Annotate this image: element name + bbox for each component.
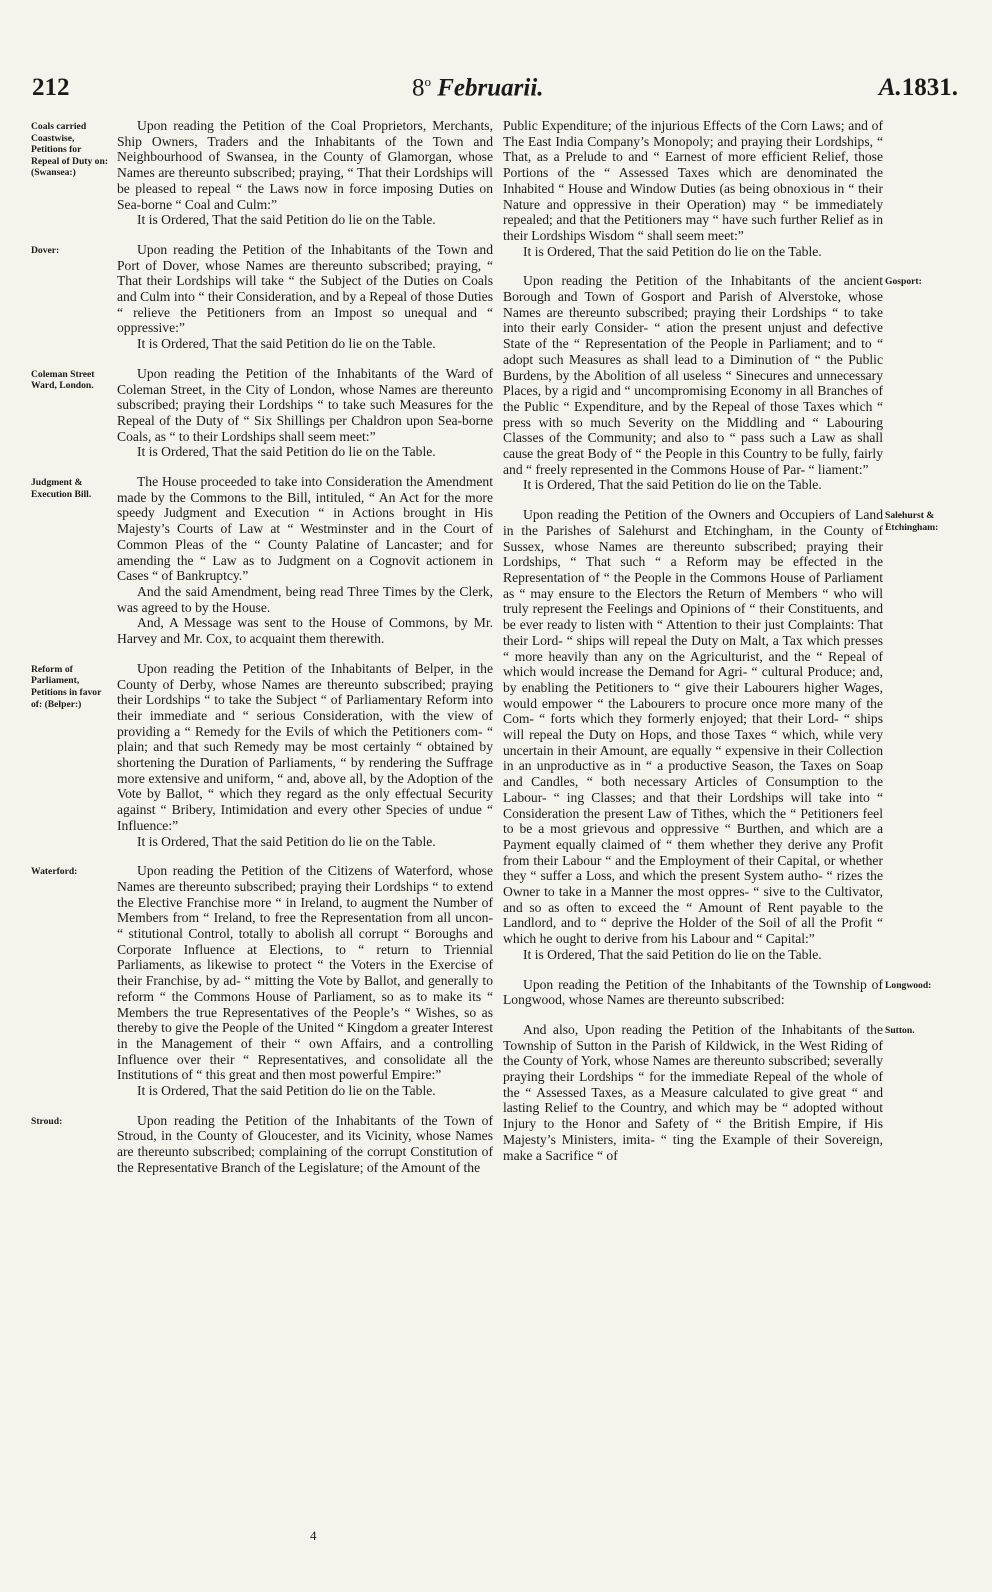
margin-note: Reform of Parliament, Petitions in favor of: (Belper:) [31, 663, 102, 710]
entry-stroud [31, 1112, 493, 1176]
right-column [503, 118, 939, 1163]
page-number: 212 [32, 74, 70, 101]
header-date: 8$^o$ Februarii. [412, 74, 544, 102]
entry-order: It is Ordered, That the said Petition do lie on the Table. [137, 1083, 436, 1099]
entry-text: Upon reading the Petition of the Inhabitants of the ancient Borough and Town of Gosport and Parish of Alverstoke, whose Names are thereunto subscribed; praying their Lordships “ to take into their early Consider- “ ation the present unjust and defective State of the “ Representation of the People in Parliament; and to “ adopt such Measures as shall lead to a Diminution of “ the Public Burdens, by the Abolition of all useless “ Sinecures and unnecessary Places, by a rigid and “ uncompromising Economy in all Branches of the Public “ Expenditure, and by the Repeal of those Taxes which “ press with so much Severity on the Middling and “ Labouring Classes of the Community; and also to “ pass such a Law as shall cause the great Body of “ the People in this Country to be fully, fairly and “ freely represented in the Commons House of Par- “ liament:” [503, 273, 883, 477]
entry-judgment-bill [31, 474, 493, 647]
entry-text: Upon reading the Petition of the Coal Proprietors, Merchants, Ship Owners, Traders and the Inhabitants of the Town and Neighbourhood of Swansea, in the County of Glamorgan, whose Names are thereunto subscribed; praying, “ That their Lordships will be pleased to repeal “ the Laws now in force imposing Duties on Sea-borne “ Coal and Culm:” [117, 118, 493, 212]
entry-belper [31, 660, 493, 849]
entry-order: It is Ordered, That the said Petition do lie on the Table. [523, 477, 822, 493]
entry-order: It is Ordered, That the said Petition do lie on the Table. [137, 336, 436, 352]
entry-salehurst [503, 507, 939, 962]
entry-text: Upon reading the Petition of the Inhabitants of the Ward of Coleman Street, in the City of London, whose Names are thereunto subscribed; praying their Lordships “ to take such Measures for the Repeal of the Duty of “ Six Shillings per Chaldron upon Sea-borne Coals, as “ to their Lordships shall seem meet:” [117, 365, 493, 444]
entry-extra: And the said Amendment, being read Three Times by the Clerk, was agreed to by the House. [117, 583, 493, 615]
entry-swansea [31, 118, 493, 228]
margin-note: Waterford: [31, 866, 78, 878]
entry-longwood [503, 976, 932, 1008]
entry-text: The House proceeded to take into Consideration the Amendment made by the Commons to the Bill, intituled, “ An Act for the more speedy Judgment and Execution “ in Actions brought in His Majesty’s Courts of Law at “ Westminster and in the Court of Common Pleas of the “ County Palatine of Lancaster; and for amending the “ Law as to Judgment on a Cognovit actionem in Cases “ of Bankruptcy.” [117, 474, 493, 584]
margin-note: Gosport: [885, 276, 922, 288]
entry-gosport [503, 273, 922, 493]
entry-order: It is Ordered, That the said Petition do lie on the Table. [523, 946, 822, 962]
left-column [31, 118, 493, 1176]
entry-text: Upon reading the Petition of the Citizens of Waterford, whose Names are thereunto subscribed; praying their Lordships “ to extend the Elective Franchise more “ in Ireland, to augment the Number of Members from “ Ireland, to free the Representation from all uncon- “ stitutional Control, totally to abolish all corrupt “ Boroughs and Corporate Influence at Elections, to “ return to Triennial Parliaments, as likewise to protect “ the Voters in the Exercise of their Franchise, by ad- “ mitting the Vote by Ballot, and generally to reform “ the Commons House of Parliament, so as to make its “ Members the true Representatives of the People’s “ Wishes, so as thereby to give the People of the United “ Kingdom a greater Interest in the Management of their “ own Affairs, and a controlling Influence over their “ Representatives, and consolidate all the Institutions of “ this great and then most powerful Empire:” [117, 863, 493, 1083]
entry-text: Upon reading the Petition of the Inhabitants of the Town and Port of Dover, whose Names are thereunto subscribed; praying, “ That their Lordships will take “ the Subject of the Duties on Coals and Culm into “ their Consideration, and by a Repeal of those Duties “ relieve the Petitioners from an Impost so unequal and “ oppressive:” [117, 241, 493, 336]
entry-extra: And, A Message was sent to the House of Commons, by Mr. Harvey and Mr. Cox, to acquaint them therewith. [117, 615, 493, 647]
entry-text: Upon reading the Petition of the Inhabitants of the Township of Longwood, whose Names are thereunto subscribed: [503, 976, 883, 1008]
margin-note: Stroud: [31, 1115, 63, 1127]
entry-dover [31, 241, 493, 352]
printer-signature: 4 [310, 1528, 317, 1543]
entry-sutton [503, 1021, 915, 1163]
entry-text: Public Expenditure; of the injurious Effects of the Corn Laws; and of The East India Company’s Monopoly; and praying their Lordships, “ That, as a Prelude to and “ Earnest of more efficient Relief, those Portions of the “ Assessed Taxes which are denominated the Inhabited “ House and Window Duties (as being obnoxious in “ their Nature and oppressive in their Operation) may “ be immediately repealed; and that the Petitioners may “ have such further Relief as in their Lordships Wisdom “ shall seem meet:” [503, 118, 883, 243]
entry-waterford [31, 863, 493, 1099]
margin-note: Longwood: [885, 979, 932, 991]
entry-order: It is Ordered, That the said Petition do lie on the Table. [523, 243, 822, 259]
entry-order: It is Ordered, That the said Petition do lie on the Table. [137, 212, 436, 228]
entry-order: It is Ordered, That the said Petition do lie on the Table. [137, 833, 436, 849]
margin-note: Coals carried Coastwise, Petitions for Repeal of Duty on: (Swansea:) [31, 121, 109, 179]
entry-text: Upon reading the Petition of the Owners and Occupiers of Land in the Parishes of Salehurst and Etchingham, in the County of Sussex, whose Names are thereunto subscribed; praying their Lordships, “ That such “ a Reform may be effected in the Representation of “ the People in the Commons House of Parliament as “ may ensure to the Electors the Return of Members “ who will truly represent the Feelings and Opinions of “ their Constituents, and be ever ready to listen with “ Attention to their just Complaints: That their Lord- “ ships will repeal the Duty on Malt, a Tax which presses “ more heavily than any on the Agriculturist, and the “ Repeal of which would increase the Demand for Agri- “ cultural Produce; and, by enabling the Petitioners to “ give their Labourers higher Wages, would empower “ the Labourers to procure once more many of the Com- “ forts which they formerly enjoyed; that their Lord- “ ships will repeal the Duty on Hops, and those Taxes “ which, while very uncertain in their Amount, are equally “ expensive in their Collection in an unproductive as in “ a productive Season, the Taxes on Soap and Candles, “ both necessary Articles of Consumption to the Labour- “ ing Classes; and that their Lordships will take into “ Consideration the present Law of Tithes, which the “ Petitioners feel to be a most grievous and oppressive “ Burthen, and which are a Payment equally claimed of “ them whether they derive any Profit from their Labour “ and the Employment of their Capital, or whether they “ suffer a Loss, and which the present System autho- “ rizes the Owner to take in a Manner the most oppres- “ sive to the Cultivator, and so as often to exceed the “ Amount of Rent payable to the Landlord, and to “ deprive the Holder of the Soil of all the Profit “ which he ought to derive from his Labour and “ Capital:” [503, 507, 883, 947]
header-year: A.1831. [878, 74, 958, 101]
entry-text: Upon reading the Petition of the Inhabitants of the Town of Stroud, in the County of Gloucester, and its Vicinity, whose Names are thereunto subscribed; complaining of the corrupt Constitution of the Representative Branch of the Legislature; of the Amount of the [117, 1112, 493, 1175]
entry-order: It is Ordered, That the said Petition do lie on the Table. [137, 444, 436, 460]
margin-note: Salehurst & Etchingham: [885, 510, 939, 533]
entry-stroud-continued [503, 118, 883, 259]
entry-text: And also, Upon reading the Petition of the Inhabitants of the Township of Sutton in the Parish of Kildwick, in the West Riding of the County of York, whose Names are thereunto subscribed; severally praying their Lordships “ for the immediate Repeal of the whole of the “ Assessed Taxes, as a Measure calculated to give great “ and lasting Relief to the Country, and which may be “ adopted without Injury to the Honor and Safety of “ the British Empire, if His Majesty’s Ministers, imita- “ ting the Example of their Sovereign, make a Sacrifice “ of [503, 1021, 883, 1163]
margin-note: Sutton. [885, 1024, 915, 1036]
margin-note: Coleman Street Ward, London. [31, 368, 95, 392]
page-header [0, 74, 992, 108]
entry-text: Upon reading the Petition of the Inhabitants of Belper, in the County of Derby, whose Names are thereunto subscribed; praying their Lordships “ to take the Subject “ of Parliamentary Reform into their immediate and “ serious Consideration, with the view of providing a “ Remedy for the Evils of which the Petitioners com- “ plain; and that such Remedy may be most certainly “ obtained by shortening the Duration of Parliaments, “ by rendering the Suffrage more extensive and uniform, “ and, above all, by the Adoption of the Vote by Ballot, “ which they regard as the only effectual Security against “ Bribery, Intimidation and every other Species of undue “ Influence:” [117, 660, 493, 833]
margin-note: Dover: [31, 244, 60, 256]
entry-coleman-street [31, 365, 493, 460]
margin-note: Judgment & Execution Bill. [31, 477, 92, 500]
